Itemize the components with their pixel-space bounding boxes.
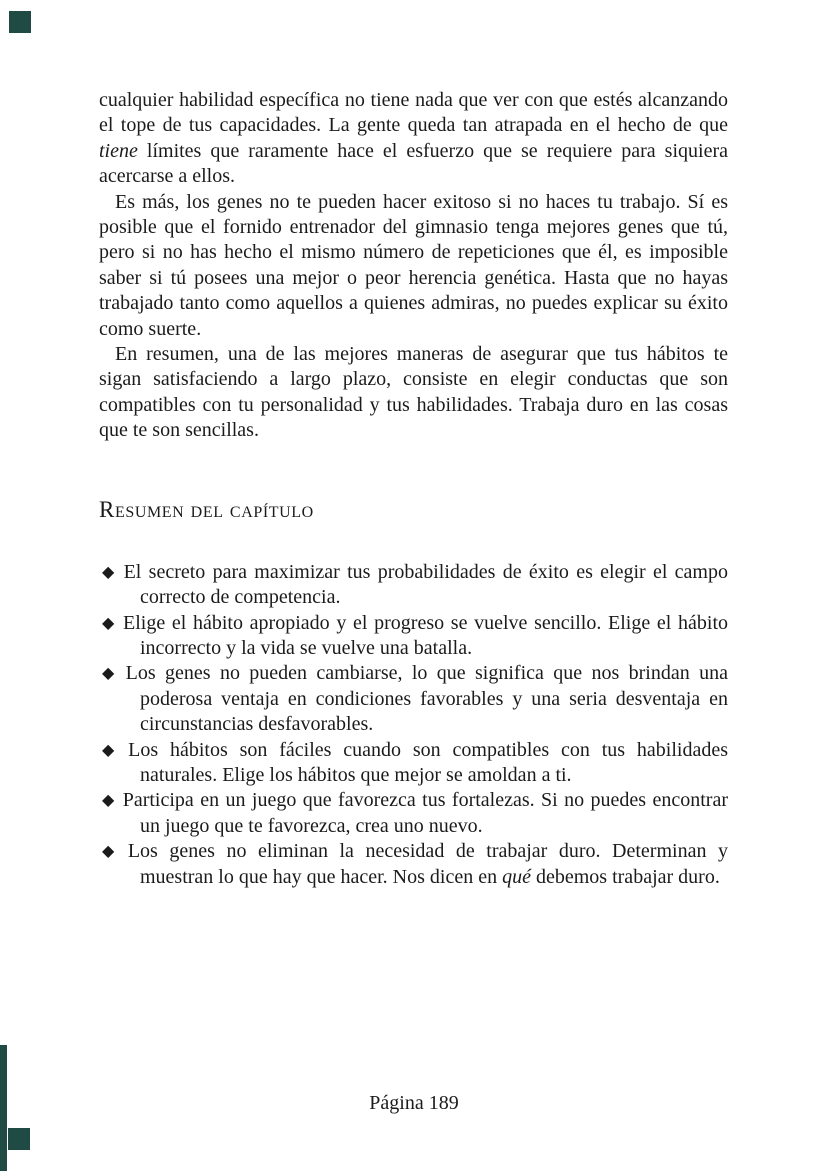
paragraph: cualquier habilidad específica no tiene nada que ver con que estés alcanzando el tope de tus capacidades. La gente queda tan atrapada en el hecho de que tiene límites que raramente hace el esfuerzo que se requiere para siquiera acercarse a ellos. xyxy=(99,89,728,188)
body-paragraphs xyxy=(99,88,728,444)
diamond-bullet-icon: ◆ xyxy=(102,790,116,810)
italic-text: tiene xyxy=(99,139,138,162)
list-item: ◆ Los hábitos son fáciles cuando son compatibles con tus habilidades naturales. Elige los hábitos que mejor se amoldan a ti. xyxy=(102,738,728,786)
chapter-summary-list xyxy=(99,560,728,890)
page-marker-bottom-left xyxy=(8,1128,30,1150)
diamond-bullet-icon: ◆ xyxy=(102,612,116,632)
page-number: Página 189 xyxy=(369,1092,459,1114)
page-marker-top-left xyxy=(9,11,31,33)
list-item: ◆ Elige el hábito apropiado y el progreso se vuelve sencillo. Elige el hábito incorrecto y la vida se vuelve una batalla. xyxy=(102,611,729,659)
diamond-bullet-icon: ◆ xyxy=(102,663,119,683)
list-item: ◆ Participa en un juego que favorezca tus fortalezas. Si no puedes encontrar un juego que te favorezca, crea uno nuevo. xyxy=(102,789,728,837)
list-item: ◆ Los genes no pueden cambiarse, lo que significa que nos brindan una poderosa ventaja en condiciones favorables y una seria desventaja en circunstancias desfavorables. xyxy=(102,662,728,736)
diamond-bullet-icon: ◆ xyxy=(102,739,122,759)
paragraph: Es más, los genes no te pueden hacer exitoso si no haces tu trabajo. Sí es posible que el fornido entrenador del gimnasio tenga mejores genes que tú, pero si no has hecho el mismo número de repeticiones que él, es imposible saber si tú posees una mejor o peor herencia genética. Hasta que no hayas trabajado tanto como aquellos a quienes admiras, no puedes explicar su éxito como suerte. xyxy=(99,190,728,340)
diamond-bullet-icon: ◆ xyxy=(102,841,121,861)
text-column xyxy=(99,88,728,890)
list-item: ◆ Los genes no eliminan la necesidad de trabajar duro. Determinan y muestran lo que hay que hacer. Nos dicen en qué debemos trabajar duro. xyxy=(102,840,728,888)
section-heading: Resumen del capítulo xyxy=(99,496,314,522)
paragraph: En resumen, una de las mejores maneras de asegurar que tus hábitos te sigan satisfaciendo a largo plazo, consiste en elegir conductas que son compatibles con tu personalidad y tus habilidades. Trabaja duro en las cosas que te son sencillas. xyxy=(99,343,728,442)
diamond-bullet-icon: ◆ xyxy=(102,561,117,581)
italic-text: qué xyxy=(502,865,531,888)
list-item: ◆ El secreto para maximizar tus probabilidades de éxito es elegir el campo correcto de competencia. xyxy=(102,560,728,609)
